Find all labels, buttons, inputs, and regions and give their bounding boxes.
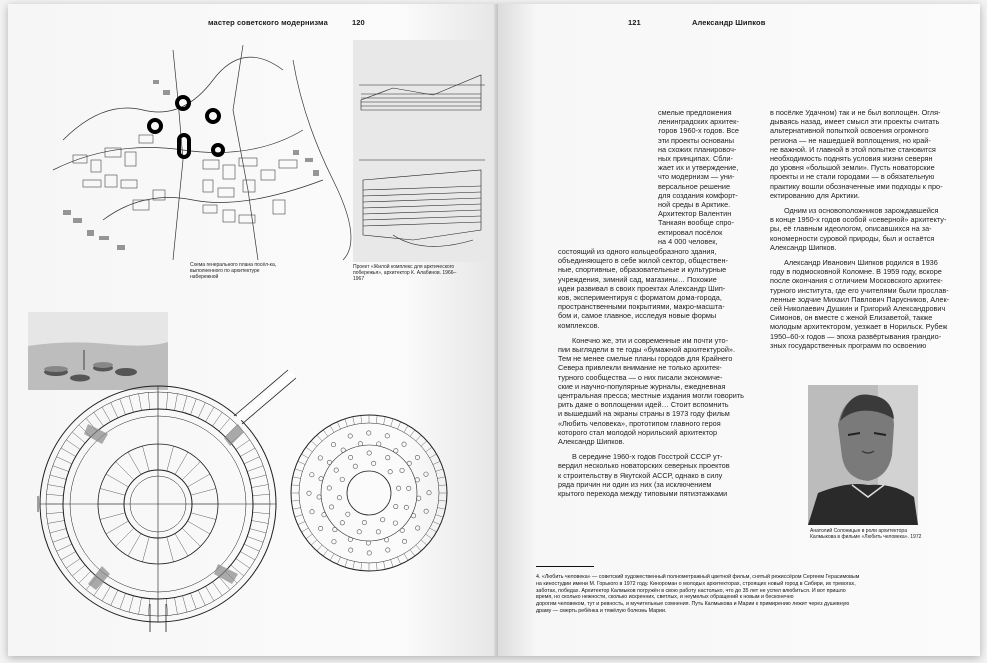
text-line: Александр Шипков.	[770, 242, 837, 252]
text-line: Одним из основоположников зарождавшейся	[784, 206, 939, 216]
circular-plan-drawing	[28, 364, 298, 634]
text-line: объединяющего в себе жилой сектор, обществен-	[558, 256, 728, 266]
text-line: эти проекты основаны	[658, 135, 734, 145]
text-line: жает их и утверждение,	[658, 163, 739, 173]
text-line: ские и научно-популярные журналы, ежедневная	[558, 381, 726, 391]
footnote-line: время, но сколько нежности, сколько искренних, светлых, и неумелых обращений к новым и бесконечно	[536, 594, 794, 601]
text-line: к строительству в Якутской АССР, однако в силу	[558, 470, 723, 480]
text-line: на 4 000 человек,	[658, 236, 718, 246]
running-head-right: Александр Шипков	[692, 18, 766, 27]
text-line: ектированию для Арктики.	[770, 190, 860, 200]
text-line: в конце 1950-х годов особой «северной» архитекту-	[770, 215, 947, 225]
page-number-left: 120	[352, 18, 365, 27]
text-line: В середине 1960-х годов Госстрой СССР ут-	[572, 452, 723, 462]
text-line: турного сообщества — о них писали экономиче-	[558, 372, 723, 382]
text-line: ной среды в Арктике.	[658, 200, 731, 210]
portrait-photo	[808, 385, 918, 525]
footnote-line: дорогим человеком, тут и ревность, и мучительные сомнения. Путь Калмыкова и Марии к примирению лежит через душевную	[536, 601, 850, 608]
text-line: зных государственных программ по освоению	[770, 340, 927, 350]
circular-detail-plan	[288, 412, 450, 574]
footnote-line: на киностудии имени М. Горького в 1972 году. Кинороман о молодых архитекторах, строящих новый город в Сибири, их тревогах,	[536, 580, 856, 587]
text-line: после окончания с отличием Московского архитек-	[770, 276, 943, 286]
text-line: не важной. И главной в этой попытке становится	[770, 144, 936, 154]
text-line: учреждения, зимний сад, магазины… Похожие	[558, 274, 717, 284]
footnote	[536, 574, 966, 615]
right-page	[498, 4, 980, 656]
text-line: ряда причин ни один из них (за исключением	[558, 479, 712, 489]
text-line: 1950–60-х годов — эпоха развёртывания грандио-	[770, 331, 942, 341]
column-2-body	[770, 108, 970, 350]
text-line: комплексов.	[558, 320, 600, 330]
text-line: ектировал посёлок	[658, 227, 723, 237]
text-line: необходимость поднять условия жизни северян	[770, 154, 933, 164]
column-1-body	[558, 247, 758, 498]
site-plan-map	[43, 40, 353, 265]
text-line: которого стал молодой норильский архитектор	[558, 427, 718, 437]
text-line: проекты и не стали городами — в обязательную	[770, 172, 935, 182]
text-line: дываясь назад, имеет смысл эти проекты считать	[770, 117, 940, 127]
text-line: ные, спортивные, образовательные и культурные	[558, 265, 727, 275]
text-line: центральная пресса; местные издания могли говорить	[558, 391, 744, 401]
text-line: Симонов, он вместе с женой Елизаветой, также	[770, 313, 933, 323]
text-line: Танкаян вообще спро-	[658, 218, 734, 228]
portrait-caption: Анатолий Солоницын в роли архитектора Калмыкова в фильме «Любить человека». 1972	[810, 528, 922, 540]
elevation-caption: Проект «Жилой комплекс для арктического побережья», архитектор К. Алабинов. 1966–1967	[353, 264, 457, 282]
text-line: бом и, самое главное, исследуя новые формы	[558, 311, 717, 321]
text-line: в посёлке Удачном) так и не был воплощён. Огля-	[770, 108, 941, 117]
elevation-drawing	[353, 40, 491, 262]
text-line: пии выглядели в те годы «бумажной архитектурой».	[558, 345, 735, 355]
text-line: крытого перехода между типовыми пятиэтажками	[558, 489, 728, 499]
footnote-line: заботах, победах. Архитектор Калмыков погружён в свою работу настолько, что до 35 лет не успел влюбиться. И вот пришло	[536, 587, 846, 594]
text-line: состоящий из одного кольцеобразного здания,	[558, 247, 717, 256]
text-line: идеи развивал в своих проектах Александр Шип-	[558, 283, 726, 293]
text-line: Тем не менее смелые планы городов для Крайнего	[558, 354, 733, 364]
text-line: ков, экспериментируя с форматом дома-города,	[558, 293, 722, 303]
text-line: рить даже о воплощении идей… Стоит вспомнить	[558, 400, 729, 410]
text-line: практику вошли обозначенные ими подходы к про-	[770, 181, 943, 191]
left-page	[8, 4, 498, 656]
text-line: «Любить человека», прототипом главного героя	[558, 418, 721, 428]
column-1-narrow	[658, 108, 754, 246]
text-line: вердил несколько новаторских северных проектов	[558, 461, 730, 471]
text-line: на схожих планировоч-	[658, 144, 737, 154]
text-line: сей Николаевич Душкин и Григорий Александрович	[770, 304, 946, 314]
text-line: кономерности суровой природы, был и остаётся	[770, 233, 935, 243]
text-line: году в подмосковной Коломне. В 1959 году, вскоре	[770, 267, 942, 277]
footnote-line: 4. «Любить человека» — советский художественный полнометражный цветной фильм, снятый режиссёром Сергеем Герасимовым	[536, 574, 860, 580]
text-line: что модернизм — уни-	[658, 172, 735, 182]
text-line: альтернативной попыткой освоения огромного	[770, 126, 929, 136]
running-head-left: мастер советского модернизма	[208, 18, 328, 27]
text-line: молодым архитектором, уезжает в Норильск. Рубеж	[770, 322, 948, 332]
map-caption: Схема генерального плана посёл-ка, выполненного по архитектуре набережной	[190, 262, 277, 280]
text-line: ленные зодчие Михаил Павлович Парусников, Алек-	[770, 294, 950, 304]
text-line: Конечно же, эти и современные им почти уто-	[572, 335, 729, 345]
text-line: ных принципах. Сбли-	[658, 154, 733, 164]
text-line: до уровня «большой земли». Пусть новаторские	[770, 163, 935, 173]
text-line: и вышедший на экраны страны в 1973 году фильм	[558, 409, 730, 419]
text-line: пространственными покрытиями, макро-масшта-	[558, 302, 725, 312]
text-line: турного института, где его учителями были прослав-	[770, 285, 949, 295]
text-line: смелые предложения	[658, 108, 732, 117]
magazine-spread	[8, 4, 980, 656]
text-line: ленинградских архитек-	[658, 117, 739, 127]
text-line: Севера привлекли внимание не только архитек-	[558, 363, 722, 373]
text-line: Александр Иванович Шипков родился в 1936	[784, 258, 938, 268]
text-line: региона — не нашедшей воплощения, но край-	[770, 135, 931, 145]
text-line: Александр Шипков.	[558, 437, 625, 447]
text-line: версальное решение	[658, 181, 731, 191]
text-line: торов 1960-х годов. Все	[658, 126, 739, 136]
text-line: ры, её главным идеологом, описавшихся на за-	[770, 224, 932, 234]
footnote-rule	[536, 566, 594, 567]
page-number-right: 121	[628, 18, 641, 27]
footnote-line: драму — смерть ребёнка и тяжёлую болезнь Марии.	[536, 607, 667, 614]
text-line: Архитектор Валентин	[658, 209, 732, 219]
text-line: для создания комфорт-	[658, 190, 738, 200]
